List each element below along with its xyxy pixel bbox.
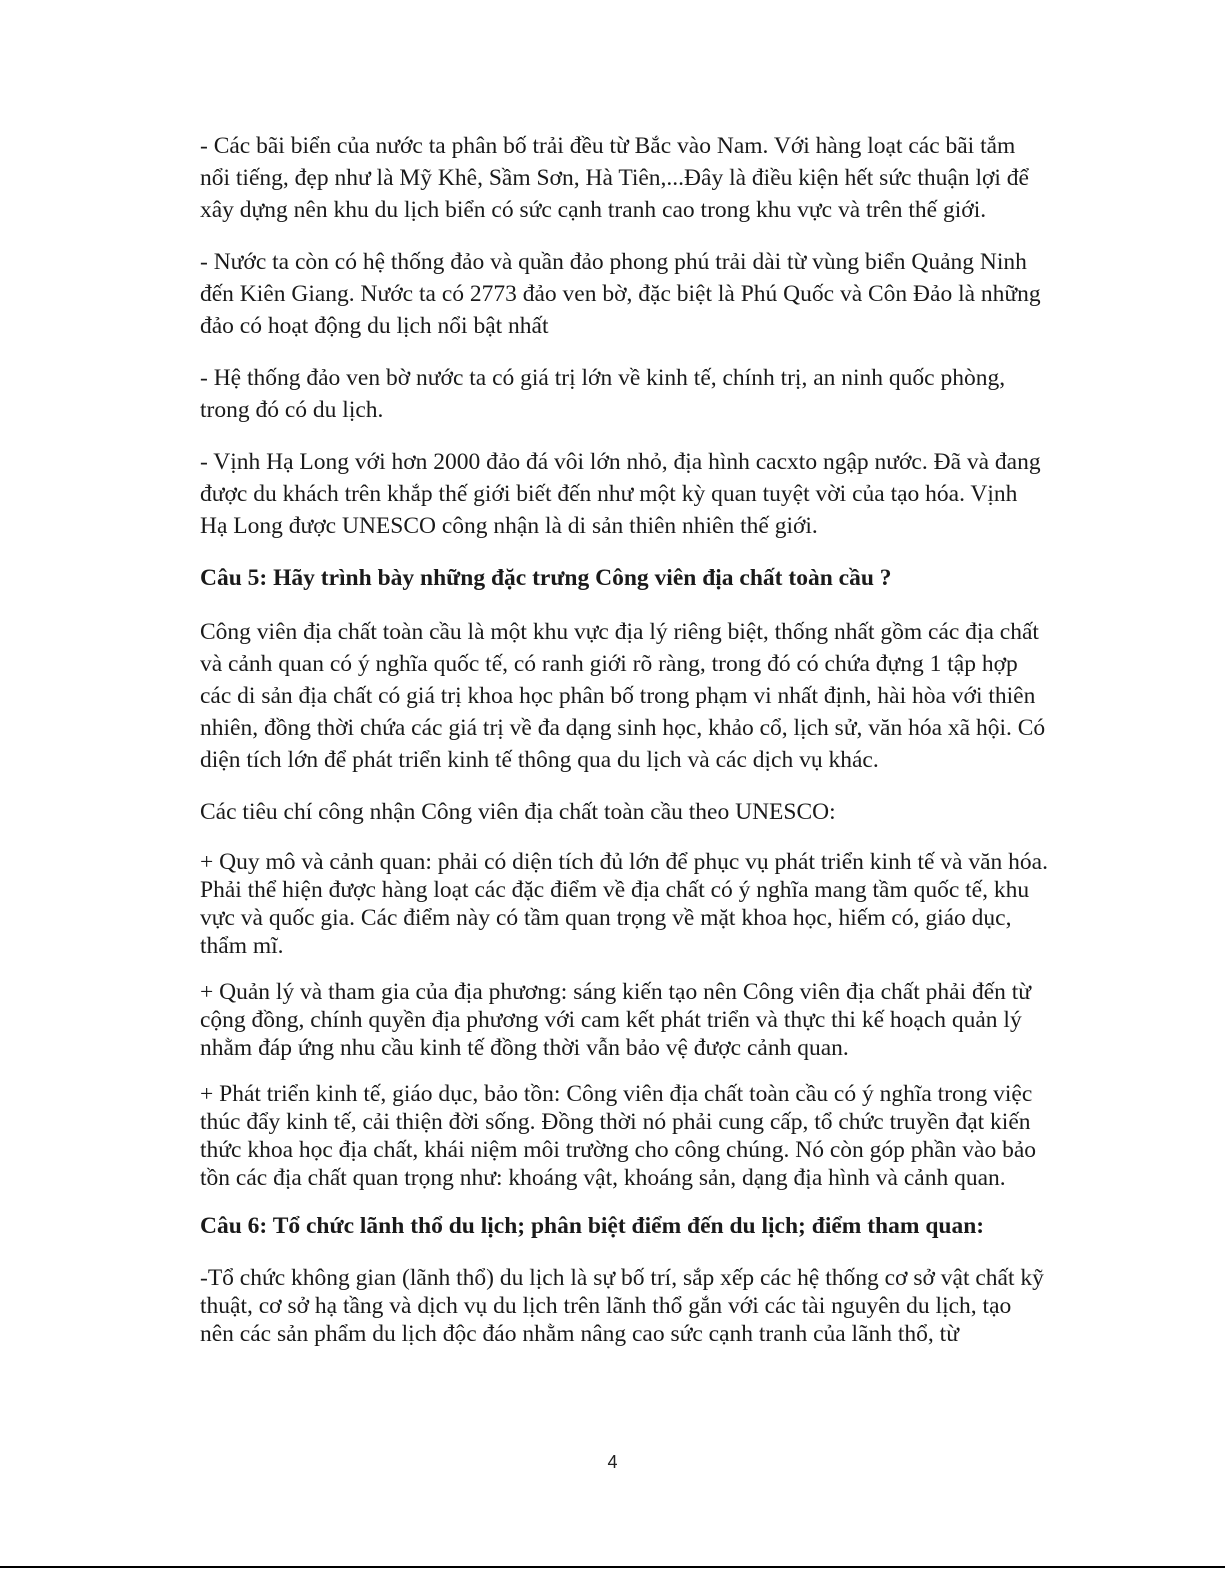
paragraph-islands: - Nước ta còn có hệ thống đảo và quần đảo phong phú trải dài từ vùng biển Quảng Ninh đến Kiên Giang. Nước ta có 2773 đảo ven bờ, đặc biệt là Phú Quốc và Côn Đảo là những đảo có hoạt động du lịch nổi bật nhất: [200, 249, 1041, 339]
paragraph-criterion-scale: + Quy mô và cảnh quan: phải có diện tích đủ lớn để phục vụ phát triển kinh tế và văn hóa. Phải thể hiện được hàng loạt các đặc điểm về địa chất có ý nghĩa mang tầm quốc tế, khu vực và quốc gia. Các điểm này có tầm quan trọng về mặt khoa học, hiếm có, giáo dục, thẩm mĩ.: [200, 849, 1048, 959]
paragraph-unesco-criteria-intro: Các tiêu chí công nhận Công viên địa chất toàn cầu theo UNESCO:: [200, 799, 836, 825]
paragraph-territorial-organization: -Tổ chức không gian (lãnh thổ) du lịch là sự bố trí, sắp xếp các hệ thống cơ sở vật chất kỹ thuật, cơ sở hạ tầng và dịch vụ du lịch trên lãnh thổ gắn với các tài nguyên du lịch, tạo nên các sản phẩm du lịch độc đáo nhằm nâng cao sức cạnh tranh của lãnh thổ, từ: [200, 1265, 1044, 1347]
page-bottom-divider: [0, 1566, 1225, 1568]
heading-question-6: Câu 6: Tổ chức lãnh thổ du lịch; phân biệt điểm đến du lịch; điểm tham quan:: [200, 1213, 985, 1239]
paragraph-beaches: - Các bãi biển của nước ta phân bố trải đều từ Bắc vào Nam. Với hàng loạt các bãi tắm nổi tiếng, đẹp như là Mỹ Khê, Sầm Sơn, Hà Tiên,...Đây là điều kiện hết sức thuận lợi để xây dựng nên khu du lịch biển có sức cạnh tranh cao trong khu vực và trên thế giới.: [200, 133, 1029, 223]
page-body: [200, 130, 1050, 1366]
paragraph-geopark-definition: Công viên địa chất toàn cầu là một khu vực địa lý riêng biệt, thống nhất gồm các địa chất và cảnh quan có ý nghĩa quốc tế, có ranh giới rõ ràng, trong đó có chứa đựng 1 tập hợp các di sản địa chất có giá trị khoa học phân bố trong phạm vi nhất định, hài hòa với thiên nhiên, đồng thời chứa các giá trị về đa dạng sinh học, khảo cổ, lịch sử, văn hóa xã hội. Có diện tích lớn để phát triển kinh tế thông qua du lịch và các dịch vụ khác.: [200, 619, 1046, 773]
paragraph-criterion-development: + Phát triển kinh tế, giáo dục, bảo tồn: Công viên địa chất toàn cầu có ý nghĩa trong việc thúc đẩy kinh tế, cải thiện đời sống. Đồng thời nó phải cung cấp, tổ chức truyền đạt kiến thức khoa học địa chất, khái niệm môi trường cho công chúng. Nó còn góp phần vào bảo tồn các địa chất quan trọng như: khoáng vật, khoáng sản, dạng địa hình và cảnh quan.: [200, 1081, 1037, 1191]
heading-question-5: Câu 5: Hãy trình bày những đặc trưng Công viên địa chất toàn cầu ?: [200, 565, 892, 591]
paragraph-criterion-management: + Quản lý và tham gia của địa phương: sáng kiến tạo nên Công viên địa chất phải đến từ cộng đồng, chính quyền địa phương với cam kết phát triển và thực thi kế hoạch quản lý nhằm đáp ứng nhu cầu kinh tế đồng thời vẫn bảo vệ được cảnh quan.: [200, 979, 1032, 1061]
page-number: 4: [607, 1452, 618, 1472]
paragraph-coastal-islands: - Hệ thống đảo ven bờ nước ta có giá trị lớn về kinh tế, chính trị, an ninh quốc phòng, trong đó có du lịch.: [200, 365, 1006, 423]
paragraph-ha-long-bay: - Vịnh Hạ Long với hơn 2000 đảo đá vôi lớn nhỏ, địa hình cacxto ngập nước. Đã và đang được du khách trên khắp thế giới biết đến như một kỳ quan tuyệt vời của tạo hóa. Vịnh Hạ Long được UNESCO công nhận là di sản thiên nhiên thế giới.: [200, 449, 1041, 539]
